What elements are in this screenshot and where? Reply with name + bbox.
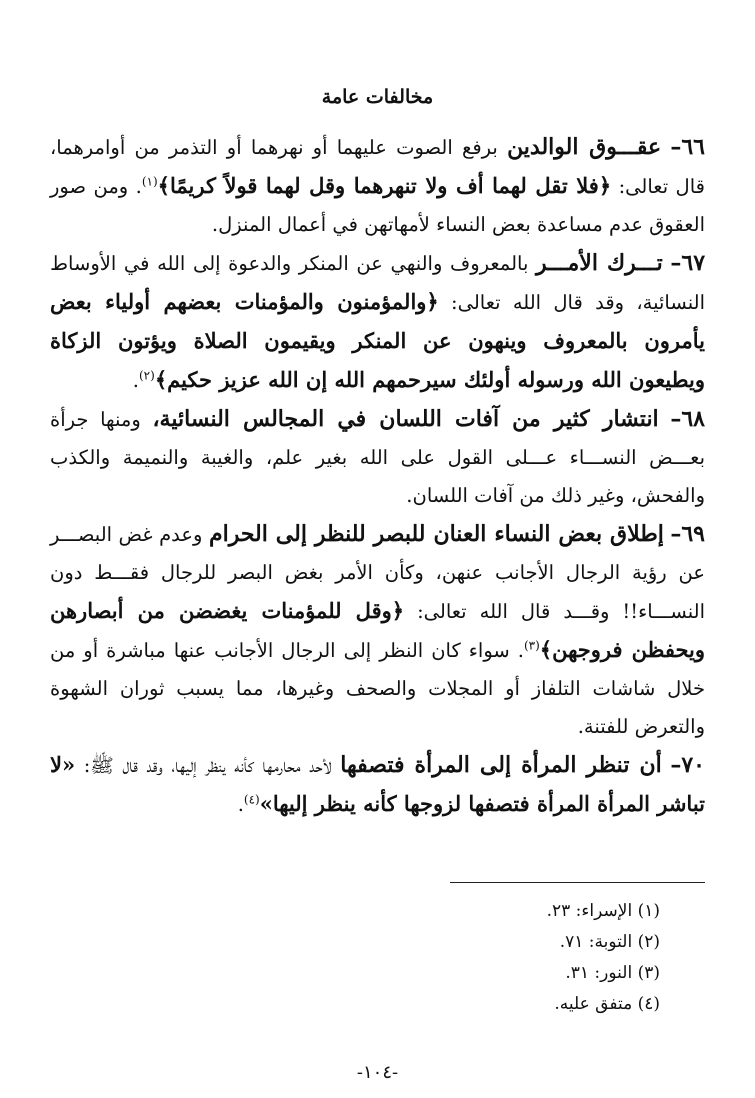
item-69 — [50, 515, 705, 746]
page-body — [50, 128, 705, 824]
item-text: وعدم غض البصـــر عن رؤية الرجال الأجانب عنهن، وكأن الأمر بغض البصر للرجال فقـــط دون النســـاء!! وقـــد قال الله تعالى: — [50, 523, 705, 623]
item-67 — [50, 244, 705, 400]
item-heading: عقـــوق الوالدين — [507, 134, 662, 160]
page-number: -١٠٤- — [356, 1062, 399, 1083]
item-text: . — [132, 369, 139, 392]
item-number: ٦٩– — [670, 521, 705, 547]
item-heading: إطلاق بعض النساء العنان للبصر للنظر إلى الحرام — [208, 521, 664, 547]
item-text: ومنها جرأة بعـــض النســـاء عـــلى القول على الله بغير علم، والغيبة والنميمة والكذب والفحش، وغير ذلك من آفات اللسان. — [50, 408, 705, 507]
footnote: (٤) متفق عليه. — [554, 994, 660, 1014]
item-number: ٦٨– — [670, 406, 705, 432]
footnote: (١) الإسراء: ٢٣. — [546, 901, 660, 921]
item-text: . — [237, 793, 244, 816]
footnote: (٢) التوبة: ٧١. — [559, 932, 660, 952]
item-number: ٦٦– — [670, 134, 705, 160]
item-text: . سواء كان النظر إلى الرجال الأجانب عنها مباشرة أو من خلال شاشات التلفاز أو المجلات والصحف وغيرها، مما يسبب ثوران الشهوة والتعرض للفتنة. — [50, 639, 705, 738]
item-heading: أن تنظر المرأة إلى المرأة فتصفها — [340, 752, 662, 778]
quran-quote: ﴿وقل للمؤمنات يغضضن من أبصارهن ويحفظن فروجهن﴾ — [50, 598, 706, 662]
item-text: بالمعروف والنهي عن المنكر والدعوة إلى الله في الأوساط النسائية، وقد قال الله تعالى: — [50, 252, 705, 314]
footnote: (٣) النور: ٣١. — [565, 963, 660, 983]
item-number: ٧٠– — [670, 752, 705, 778]
item-heading: انتشار كثير من آفات اللسان في المجالس النسائية، — [152, 406, 659, 432]
footnotes — [260, 896, 660, 1020]
footnote-divider — [450, 882, 705, 883]
page-title: مخالفات عامة — [321, 86, 434, 108]
quran-quote: ﴿فلا تقل لهما أف ولا تنهرهما وقل لهما قولاً كريمًا﴾ — [157, 173, 612, 198]
item-66 — [50, 128, 705, 244]
footnote-ref: (٢) — [138, 368, 155, 383]
quran-quote: ﴿والمؤمنون والمؤمنات بعضهم أولياء بعض يأمرون بالمعروف وينهون عن المنكر ويقيمون الصلاة ويؤتون الزكاة ويطيعون الله ورسوله أولئك سيرحمهم الله إن الله عزيز حكيم﴾ — [50, 289, 705, 392]
footnote-ref: (٣) — [523, 638, 540, 653]
item-68 — [50, 400, 705, 515]
item-70 — [50, 746, 705, 824]
hadith-quote: «لا تباشر المرأة المرأة فتصفها لزوجها كأنه ينظر إليها» — [50, 752, 705, 816]
item-heading: تـــرك الأمـــر — [536, 250, 663, 276]
item-text: . ومن صور العقوق عدم مساعدة بعض النساء لأمهاتهن في أعمال المنزل. — [50, 175, 705, 236]
footnote-ref: (١) — [141, 174, 158, 189]
item-number: ٦٧– — [670, 250, 706, 276]
footnote-ref: (٤) — [243, 792, 260, 807]
item-text: لأحد محارمها كأنه ينظر إليها، وقد قال ﷺ: — [75, 754, 341, 777]
item-text: برفع الصوت عليهما أو نهرهما أو التذمر من أوامرهما، قال تعالى: — [50, 136, 705, 198]
